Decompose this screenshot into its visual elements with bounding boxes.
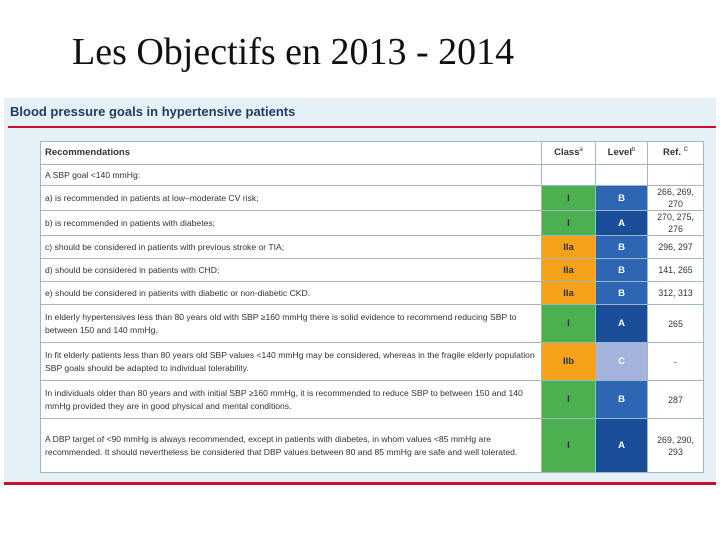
table-row xyxy=(41,305,704,343)
level-cell: C xyxy=(596,343,648,381)
ref-cell: 287 xyxy=(648,381,704,419)
table-row xyxy=(41,282,704,305)
recommendation-text: e) should be considered in patients with diabetic or non-diabetic CKD. xyxy=(41,282,542,305)
class-cell: I xyxy=(542,186,596,211)
recommendation-text: a) is recommended in patients at low–moderate CV risk; xyxy=(41,186,542,211)
level-cell: B xyxy=(596,381,648,419)
recommendation-text: c) should be considered in patients with previous stroke or TIA; xyxy=(41,236,542,259)
ref-cell: - xyxy=(648,343,704,381)
table-intro-row xyxy=(41,165,704,186)
class-cell: I xyxy=(542,211,596,236)
header-level: Level$^b$ xyxy=(596,142,648,165)
ref-cell: 269, 290, 293 xyxy=(648,419,704,473)
class-cell: IIa xyxy=(542,282,596,305)
level-cell: A xyxy=(596,305,648,343)
level-cell: B xyxy=(596,282,648,305)
header-class: Class$^a$ xyxy=(542,142,596,165)
class-cell: I xyxy=(542,419,596,473)
header-recommendations: Recommendations xyxy=(41,142,542,165)
empty-class-cell xyxy=(542,165,596,186)
table-row xyxy=(41,343,704,381)
recommendation-text: A DBP target of <90 mmHg is always recommended, except in patients with diabetes, in whom values <85 mmHg are recommended. It should nevertheless be considered that DBP values between 80 and 85 mmHg are safe and well tolerated. xyxy=(41,419,542,473)
ref-cell: 312, 313 xyxy=(648,282,704,305)
ref-cell: 141, 265 xyxy=(648,259,704,282)
table-header-row xyxy=(41,142,704,165)
level-cell: B xyxy=(596,236,648,259)
guideline-panel xyxy=(4,98,716,485)
recommendation-text: In fit elderly patients less than 80 years old SBP values <140 mmHg may be considered, whereas in the fragile elderly population SBP goals should be adapted to individual tolerability. xyxy=(41,343,542,381)
table-row xyxy=(41,419,704,473)
recommendation-text: In elderly hypertensives less than 80 years old with SBP ≥160 mmHg there is solid evidence to recommend reducing SBP to between 150 and 140 mmHg. xyxy=(41,305,542,343)
level-cell: A xyxy=(596,211,648,236)
table-row xyxy=(41,259,704,282)
class-cell: I xyxy=(542,381,596,419)
panel-divider xyxy=(8,126,716,128)
recommendation-text: d) should be considered in patients with CHD; xyxy=(41,259,542,282)
table-row xyxy=(41,236,704,259)
table-row xyxy=(41,211,704,236)
table-row xyxy=(41,381,704,419)
ref-cell: 296, 297 xyxy=(648,236,704,259)
level-cell: A xyxy=(596,419,648,473)
intro-cell: A SBP goal <140 mmHg: xyxy=(41,165,542,186)
empty-ref-cell xyxy=(648,165,704,186)
level-cell: B xyxy=(596,259,648,282)
table-row xyxy=(41,186,704,211)
panel-title: Blood pressure goals in hypertensive patients xyxy=(10,104,296,119)
header-ref: Ref. $^C$ xyxy=(648,142,704,165)
ref-cell: 270, 275, 276 xyxy=(648,211,704,236)
slide-title: Les Objectifs en 2013 - 2014 xyxy=(72,31,515,73)
level-cell: B xyxy=(596,186,648,211)
recommendation-text: b) is recommended in patients with diabetes; xyxy=(41,211,542,236)
ref-cell: 265 xyxy=(648,305,704,343)
empty-level-cell xyxy=(596,165,648,186)
recommendation-text: In individuals older than 80 years and with initial SBP ≥160 mmHg, it is recommended to reduce SBP to between 150 and 140 mmHg provided they are in good physical and mental conditions. xyxy=(41,381,542,419)
class-cell: IIa xyxy=(542,259,596,282)
recommendations-table xyxy=(40,141,704,473)
ref-cell: 266, 269, 270 xyxy=(648,186,704,211)
class-cell: IIa xyxy=(542,236,596,259)
class-cell: I xyxy=(542,305,596,343)
class-cell: IIb xyxy=(542,343,596,381)
